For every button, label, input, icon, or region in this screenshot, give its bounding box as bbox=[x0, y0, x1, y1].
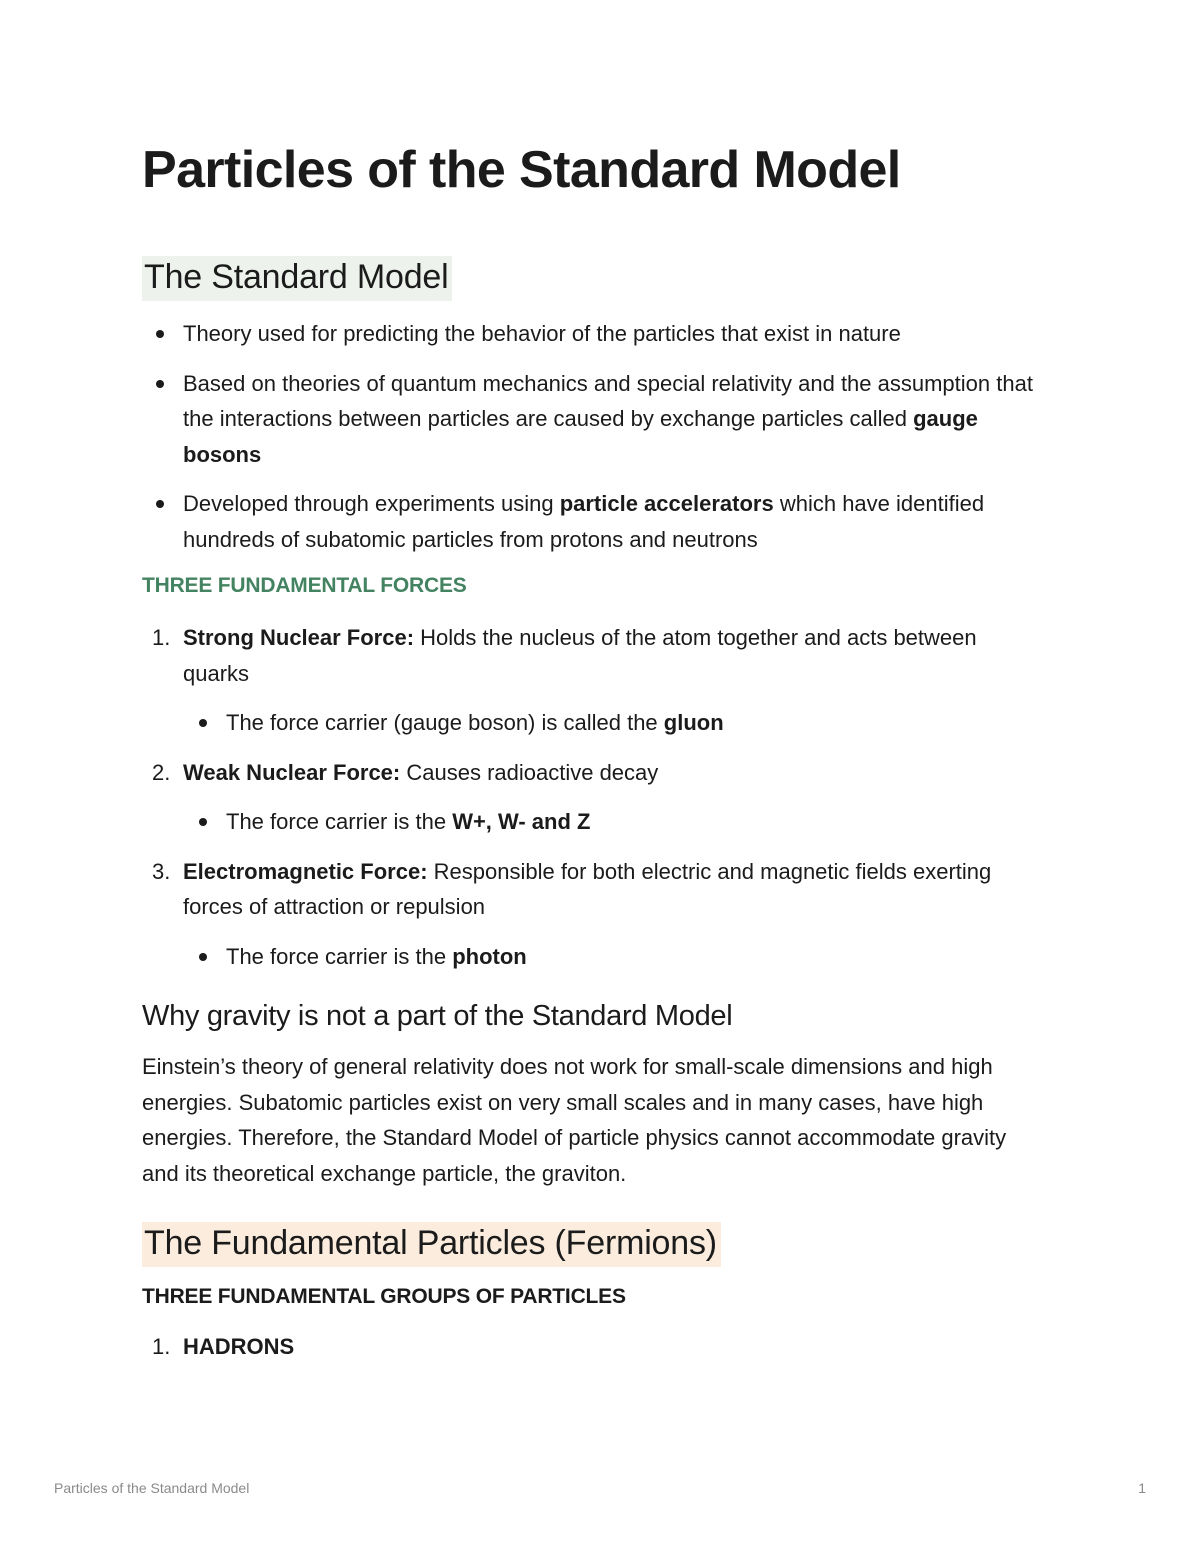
list-item bbox=[142, 486, 1042, 557]
force-description: Responsible for both electric and magnetic fields exerting forces of attraction or repulsion bbox=[183, 858, 992, 919]
particle-group-item bbox=[142, 1329, 1042, 1365]
section-heading: The Standard Model bbox=[142, 256, 452, 301]
list-item bbox=[142, 316, 1042, 352]
standard-model-bullets bbox=[142, 316, 1042, 557]
forces-heading: THREE FUNDAMENTAL FORCES bbox=[142, 574, 467, 597]
section-standard-model-heading bbox=[142, 256, 452, 301]
particle-groups-heading: THREE FUNDAMENTAL GROUPS OF PARTICLES bbox=[142, 1285, 626, 1308]
carrier-text: The force carrier (gauge boson) is called the bbox=[226, 710, 664, 735]
forces-list bbox=[142, 620, 1042, 974]
carrier-name: gluon bbox=[663, 710, 724, 735]
footer-document-title: Particles of the Standard Model bbox=[54, 1480, 250, 1496]
particle-group-name: HADRONS bbox=[183, 1334, 295, 1359]
carrier-text: The force carrier is the bbox=[226, 943, 453, 969]
bullet-text: Based on theories of quantum mechanics and special relativity and the assumption that the interactions between particles are caused by exchange particles called bbox=[183, 370, 1033, 431]
section-fermions-heading bbox=[142, 1222, 721, 1267]
bullet-text: which have identified hundreds of subatomic particles from protons and neutrons bbox=[183, 491, 985, 552]
force-item bbox=[142, 620, 1042, 691]
page-title: Particles of the Standard Model bbox=[142, 141, 901, 199]
carrier-name: W+, W- and Z bbox=[452, 809, 591, 834]
force-description: Causes radioactive decay bbox=[400, 759, 659, 785]
list-number: 2. bbox=[152, 759, 171, 785]
footer-page-number: 1 bbox=[1138, 1480, 1146, 1496]
list-item bbox=[142, 366, 1042, 473]
section-heading: The Fundamental Particles (Fermions) bbox=[142, 1222, 721, 1267]
gravity-paragraph: Einstein’s theory of general relativity does not work for small-scale dimensions and high energies. Subatomic particles exist on very small scales and in many cases, have high energies. Therefore, the Standard Model of particle physics cannot accommodate gravity and its theoretical exchange particle, the graviton. bbox=[142, 1054, 1007, 1186]
carrier-text: The force carrier is the bbox=[226, 809, 453, 834]
force-item bbox=[142, 854, 1042, 925]
carrier-name: photon bbox=[452, 943, 527, 969]
force-item bbox=[142, 755, 1042, 791]
list-number: 1. bbox=[152, 1334, 171, 1359]
bullet-text: Theory used for predicting the behavior of the particles that exist in nature bbox=[183, 321, 901, 346]
force-name: Electromagnetic Force: bbox=[183, 858, 428, 884]
force-carrier-item bbox=[142, 939, 1042, 975]
bullet-text: Developed through experiments using bbox=[183, 491, 560, 516]
force-name: Weak Nuclear Force: bbox=[183, 759, 401, 785]
list-number: 1. bbox=[152, 625, 171, 650]
particle-groups-list bbox=[142, 1329, 1042, 1365]
gravity-heading: Why gravity is not a part of the Standard Model bbox=[142, 1000, 733, 1032]
force-carrier-item bbox=[142, 705, 1042, 741]
list-number: 3. bbox=[152, 858, 171, 884]
force-name: Strong Nuclear Force: bbox=[183, 625, 415, 650]
bullet-bold-text: gauge bosons bbox=[183, 406, 978, 467]
force-description: Holds the nucleus of the atom together and acts between quarks bbox=[183, 625, 977, 686]
force-carrier-item bbox=[142, 804, 1042, 840]
bullet-bold-text: particle accelerators bbox=[559, 491, 774, 516]
